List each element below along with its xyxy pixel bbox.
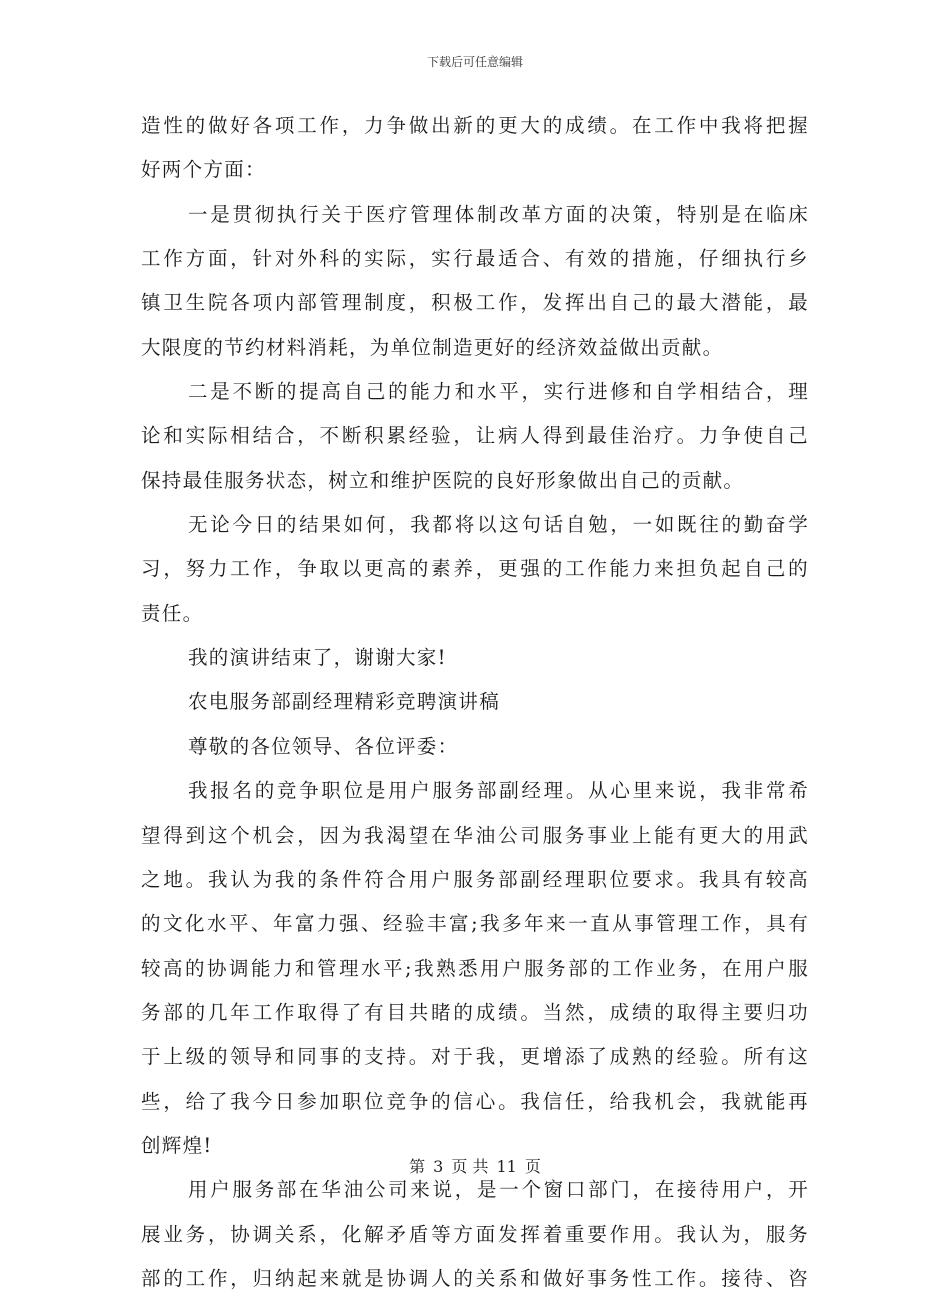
text-line: 我的演讲结束了，谢谢大家! — [188, 646, 447, 670]
text-line: 保持最佳服务状态，树立和维护医院的良好形象做出自己的贡献。 — [141, 468, 745, 492]
text-line: 好两个方面： — [141, 158, 266, 182]
text-line: 农电服务部副经理精彩竞聘演讲稿 — [188, 690, 501, 714]
text-line: 二是不断的提高自己的能力和水平，实行进修和自学相结合，理 — [188, 380, 809, 404]
text-line: 造性的做好各项工作，力争做出新的更大的成绩。在工作中我将把握 — [141, 114, 809, 137]
footer-prefix: 第 — [409, 1157, 426, 1176]
text-line: 用户服务部在华油公司来说，是一个窗口部门，在接待用户，开 — [188, 1178, 809, 1202]
text-line: 些，给了我今日参加职位竞争的信心。我信任，给我机会，我就能再 — [141, 1089, 809, 1113]
page-header: 下载后可任意编辑 — [426, 55, 523, 69]
footer-middle: 页 共 — [451, 1157, 489, 1176]
text-line: 部的工作，归纳起来就是协调人的关系和做好事务性工作。接待、咨 — [141, 1266, 809, 1290]
text-line: 无论今日的结果如何，我都将以这句话自勉，一如既往的勤奋学 — [188, 513, 809, 537]
text-line: 的文化水平、年富力强、经验丰富;我多年来一直从事管理工作，具有 — [141, 912, 809, 936]
text-line: 之地。我认为我的条件符合用户服务部副经理职位要求。我具有较高 — [141, 867, 809, 891]
text-line: 务部的几年工作取得了有目共睹的成绩。当然，成绩的取得主要归功 — [141, 1000, 809, 1024]
current-page-number: 3 — [433, 1157, 444, 1176]
text-line: 镇卫生院各项内部管理制度，积极工作，发挥出自己的最大潜能，最 — [141, 291, 809, 315]
total-pages-number: 11 — [496, 1157, 517, 1176]
text-line: 习，努力工作，争取以更高的素养，更强的工作能力来担负起自己的 — [141, 557, 809, 581]
text-line: 尊敬的各位领导、各位评委： — [188, 734, 459, 758]
footer-suffix: 页 — [524, 1157, 541, 1176]
text-line: 望得到这个机会，因为我渴望在华油公司服务事业上能有更大的用武 — [141, 823, 809, 847]
text-line: 大限度的节约材料消耗，为单位制造更好的经济效益做出贡献。 — [141, 335, 724, 359]
text-line: 责任。 — [141, 601, 204, 625]
text-line: 论和实际相结合，不断积累经验，让病人得到最佳治疗。力争使自己 — [141, 424, 809, 448]
page-footer — [0, 1154, 950, 1177]
text-line: 较高的协调能力和管理水平;我熟悉用户服务部的工作业务，在用户服 — [141, 956, 809, 980]
text-line: 一是贯彻执行关于医疗管理体制改革方面的决策，特别是在临床 — [188, 202, 809, 226]
text-line: 于上级的领导和同事的支持。对于我，更增添了成熟的经验。所有这 — [141, 1045, 809, 1069]
document-body — [141, 104, 809, 1301]
text-line: 我报名的竞争职位是用户服务部副经理。从心里来说，我非常希 — [188, 779, 809, 803]
text-line: 创辉煌! — [141, 1133, 213, 1157]
text-line: 工作方面，针对外科的实际，实行最适合、有效的措施，仔细执行乡 — [141, 247, 809, 271]
text-line: 展业务，协调关系，化解矛盾等方面发挥着重要作用。我认为，服务 — [141, 1222, 809, 1246]
